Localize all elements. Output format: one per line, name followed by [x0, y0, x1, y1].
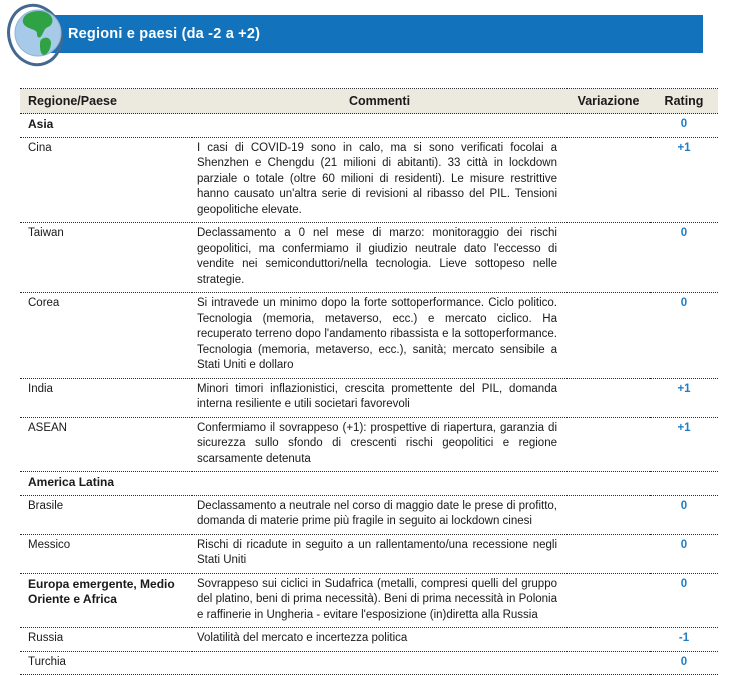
region-name: Cina: [28, 141, 52, 154]
regions-ratings-table: [20, 88, 718, 675]
region-variation: [567, 495, 650, 534]
table-row: [20, 628, 718, 652]
region-name: Russia: [28, 632, 64, 644]
region-name: Messico: [28, 538, 71, 551]
region-name: Turchia: [28, 655, 66, 668]
region-name: India: [28, 382, 53, 395]
region-variation: [567, 417, 650, 472]
region-variation: [567, 472, 650, 496]
region-comment: Confermiamo il sovrappeso (+1): prospettive di riapertura, garanzia di sicurezza sullo sfondo di crescenti rischi geopolitici e regione scarsamente detenuta: [197, 421, 557, 465]
region-rating: 0: [680, 499, 688, 512]
table-row: [20, 223, 718, 293]
region-name: Brasile: [28, 499, 64, 512]
document-header: [0, 0, 737, 66]
region-comment: Declassamento a neutrale nel corso di maggio date le prese di profitto, domanda di materie prime più fragile in seguito ai lockdown cinesi: [197, 499, 557, 527]
region-name: Taiwan: [28, 227, 64, 239]
region-comment: [192, 472, 567, 496]
region-rating: +1: [677, 141, 691, 154]
globe-icon: [4, 1, 66, 67]
region-comment: Si intravede un minimo dopo la forte sottoperformance. Ciclo politico. Tecnologia (memoria, metaverso, ecc.) e mercato ciclico. Ha recuperato terreno dopo l'andamento ribassista e la sottoperformance. Tecnologia (memoria, metaverso, ecc.), sanità; mercato sensibile a Stati Uniti e dollaro: [197, 297, 557, 371]
region-variation: [567, 293, 650, 379]
table-row: [20, 472, 718, 496]
region-rating: 0: [680, 227, 688, 239]
table-row: [20, 137, 718, 223]
region-name: Corea: [28, 297, 60, 309]
region-variation: [567, 378, 650, 417]
region-variation: [567, 628, 650, 652]
column-header-rating: Rating: [664, 94, 704, 108]
page-title: Regioni e paesi (da -2 a +2): [68, 26, 261, 42]
column-header-commenti: Commenti: [348, 94, 411, 108]
region-comment: Declassamento a 0 nel mese di marzo: monitoraggio dei rischi geopolitici, ma confermiamo il giudizio neutrale dato l'eccesso di vendite nei semiconduttori/nella tecnologia. Lieve sottopeso nelle strategie.: [197, 227, 557, 286]
region-variation: [567, 573, 650, 628]
region-name: ASEAN: [28, 421, 67, 434]
region-name: America Latina: [28, 475, 115, 489]
region-variation: [567, 114, 650, 138]
table-row: [20, 114, 718, 138]
region-name: Asia: [28, 117, 54, 131]
region-variation: [567, 137, 650, 223]
region-rating: 0: [680, 118, 688, 130]
region-rating: +1: [677, 421, 691, 434]
table-row: [20, 651, 718, 675]
table-row: [20, 573, 718, 628]
region-rating: [650, 472, 718, 496]
table-row: [20, 534, 718, 573]
region-rating: +1: [677, 382, 691, 395]
region-comment: Volatilità del mercato e incertezza politica: [197, 632, 408, 644]
table-row: [20, 417, 718, 472]
region-rating: -1: [678, 632, 690, 644]
title-banner: [30, 15, 703, 53]
region-rating: 0: [680, 655, 688, 668]
region-rating: 0: [680, 538, 688, 551]
table-row: [20, 378, 718, 417]
table-row: [20, 495, 718, 534]
region-comment: [192, 651, 567, 675]
region-comment: Rischi di ricadute in seguito a un rallentamento/una recessione negli Stati Uniti: [197, 538, 557, 566]
region-variation: [567, 651, 650, 675]
column-header-regione-paese: Regione/Paese: [28, 94, 117, 108]
region-comment: Sovrappeso sui ciclici in Sudafrica (metalli, compresi quelli del gruppo del platino, beni di prima necessità). Beni di prima necessità in Polonia e raffinerie in Ungheria - evitare l'esposizione (in)diretta alla Russia: [197, 577, 557, 621]
region-comment: I casi di COVID-19 sono in calo, ma si sono verificati focolai a Shenzhen e Chengdu (21 milioni di abitanti). 33 città in lockdown parziale o totale (oltre 60 milioni di residenti). Le misure restrittive hanno causato un'altra serie di revisioni al ribasso del PIL. Tensioni geopolitiche elevate.: [197, 141, 557, 216]
region-comment: Minori timori inflazionistici, crescita promettente del PIL, domanda interna resiliente e utili societari favorevoli: [197, 382, 557, 410]
region-rating: 0: [680, 297, 688, 309]
region-comment: [192, 114, 567, 138]
region-variation: [567, 223, 650, 293]
table-header-row: [20, 89, 718, 114]
table-row: [20, 293, 718, 379]
region-variation: [567, 534, 650, 573]
region-rating: 0: [680, 577, 688, 590]
region-name: Europa emergente, Medio Oriente e Africa: [28, 576, 175, 606]
column-header-variazione: Variazione: [577, 94, 640, 108]
